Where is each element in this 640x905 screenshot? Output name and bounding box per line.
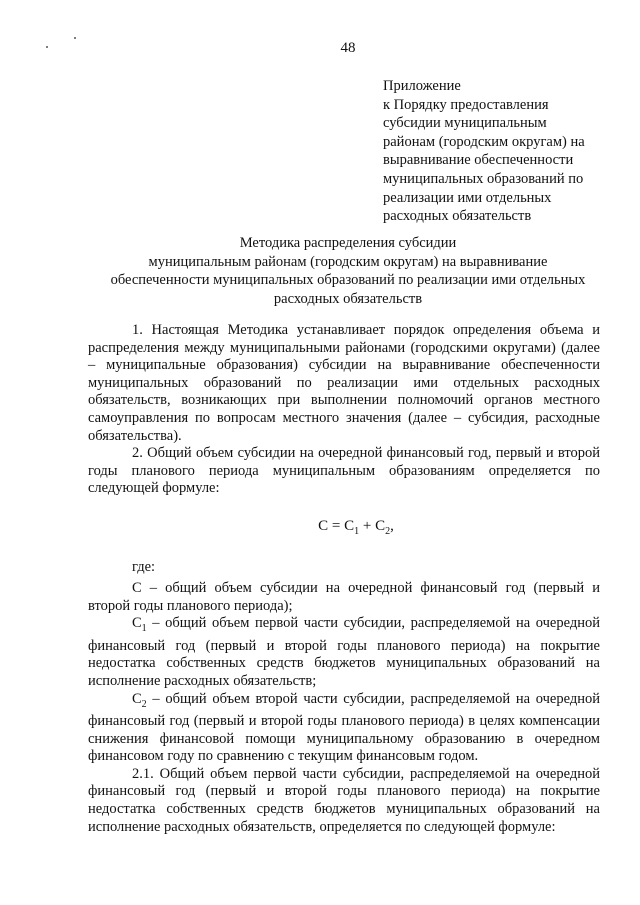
definition-c2 xyxy=(88,691,600,766)
symbol: С xyxy=(132,615,142,632)
paragraph-1: 1. Настоящая Методика устанавливает порядок определения объема и распределения между муниципальными районами (городскими округами) (далее – муниципальные образования) субсидии на выравнивание обеспеченности муниципальных образований по реализации ими отдельных расходных обязательств, возникающих при выполнении полномочий органов местного самоуправления по вопросам местного значения (далее – субсидия, расходные обязательства). xyxy=(88,322,600,444)
scan-speck xyxy=(74,37,76,39)
formula-part: , xyxy=(390,517,394,534)
paragraph-2-1: 2.1. Общий объем первой части субсидии, распределяемой на очередной финансовый год (первый и второй годы планового периода) на покрытие недостатка собственных средств бюджетов муниципальных образований на исполнение расходных обязательств, определяется по следующей формуле: xyxy=(88,765,600,835)
formula-subscript: 2 xyxy=(385,525,391,537)
appendix-line: к Порядку предоставления xyxy=(383,96,549,113)
appendix-line: субсидии муниципальным xyxy=(383,115,547,132)
title-line: обеспеченности муниципальных образований по реализации ими отдельных xyxy=(110,272,586,289)
appendix-line: расходных обязательств xyxy=(383,208,532,225)
document-title xyxy=(88,234,608,308)
title-line: Методика распределения субсидии xyxy=(239,235,457,251)
symbol-subscript: 2 xyxy=(141,698,147,710)
title-line: муниципальным районам (городским округам) на выравнивание xyxy=(148,253,548,270)
formula-subscript: 1 xyxy=(354,525,360,537)
symbol-subscript: 1 xyxy=(141,623,147,635)
page-number: 48 xyxy=(340,40,356,56)
appendix-line: районам (городским округам) на xyxy=(383,133,585,150)
appendix-line: муниципальных образований по xyxy=(383,170,584,187)
definition-text: – общий объем первой части субсидии, распределяемой на очередной финансовый год (первый и второй годы планового периода) на покрытие недостатка собственных средств бюджетов муниципальных образований на исполнение расходных обязательств; xyxy=(88,615,600,689)
where-label: где: xyxy=(132,558,156,575)
formula-part: С = С xyxy=(318,517,355,534)
appendix-block xyxy=(383,77,613,226)
definition-c1 xyxy=(88,615,600,690)
appendix-line: Приложение xyxy=(383,78,461,94)
definition-text: – общий объем второй части субсидии, распределяемой на очередной финансовый год (первый и второй годы планового периода) в целях компенсации снижения финансовой помощи муниципальному образованию в очередном финансовом году по сравнению с текущим финансовым годом. xyxy=(88,690,600,765)
paragraph-2: 2. Общий объем субсидии на очередной финансовый год, первый и второй годы планового периода муниципальным образованиям определяется по следующей формуле: xyxy=(88,445,600,497)
symbol: С xyxy=(132,690,142,707)
document-body xyxy=(88,322,600,836)
appendix-line: реализации ими отдельных xyxy=(383,189,552,206)
formula-total xyxy=(112,518,600,541)
formula-part: + С xyxy=(359,517,386,534)
title-line: расходных обязательств xyxy=(273,290,423,307)
appendix-line: выравнивание обеспеченности xyxy=(383,152,574,169)
definition-c: С – общий объем субсидии на очередной финансовый год (первый и второй годы планового периода); xyxy=(88,580,600,614)
